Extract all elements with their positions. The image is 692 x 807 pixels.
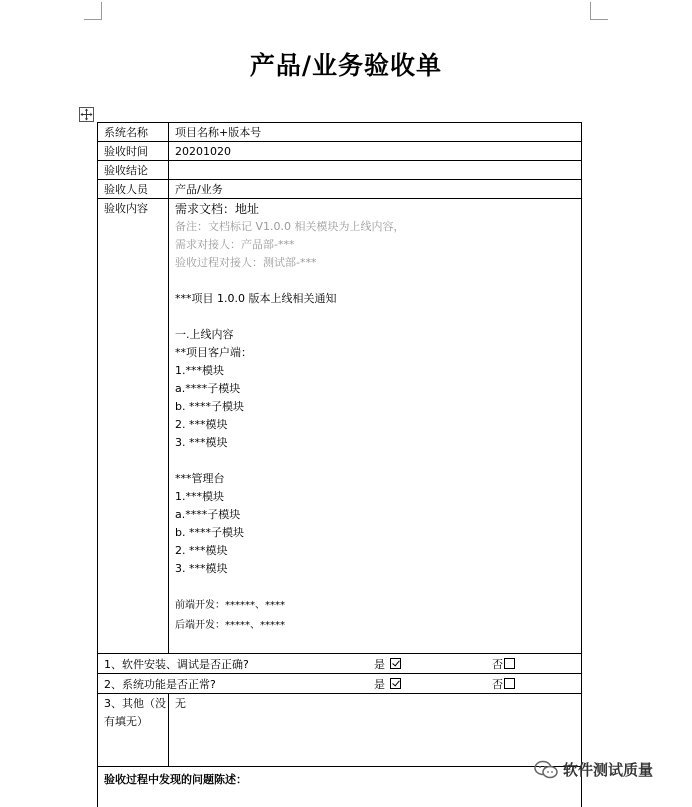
row-label: 验收时间 [98, 142, 169, 160]
yes-option[interactable] [374, 656, 401, 672]
list-item: 3. ***模块 [175, 562, 228, 575]
other-label: 3、其他（没有填无） [98, 694, 169, 766]
section-title: 一.上线内容 [175, 328, 234, 341]
other-row [98, 694, 581, 767]
no-option[interactable] [492, 676, 515, 692]
list-item: 3. ***模块 [175, 436, 228, 449]
table-row [98, 123, 581, 142]
yes-label: 是 [374, 657, 385, 671]
req-doc-line: 需求文档：地址 [175, 202, 260, 216]
no-label: 否 [492, 677, 503, 691]
test-contact-line: 验收过程对接人：测试部-*** [175, 256, 317, 269]
question-text: 1、软件安装、调试是否正确? [104, 657, 249, 671]
req-contact-line: 需求对接人：产品部-*** [175, 238, 295, 251]
table-row [98, 180, 581, 199]
watermark-text: 软件测试质量 [563, 761, 654, 779]
list-item: a.****子模块 [175, 382, 241, 395]
list-item: 1.***模块 [175, 364, 224, 377]
unchecked-box-icon[interactable] [504, 678, 515, 689]
other-value[interactable]: 无 [175, 697, 186, 710]
page-corner-mark-top-right [590, 2, 608, 20]
question-text: 2、系统功能是否正常? [104, 677, 216, 691]
unchecked-box-icon[interactable] [504, 658, 515, 669]
row-label: 验收结论 [98, 161, 169, 179]
backend-line: 后端开发：*****、***** [175, 620, 285, 631]
client-title: **项目客户端： [175, 346, 252, 359]
document-title: 产品/业务验收单 [249, 51, 443, 80]
list-item: a.****子模块 [175, 508, 241, 521]
watermark [533, 759, 653, 780]
row-label: 系统名称 [98, 123, 169, 141]
list-item: 2. ***模块 [175, 544, 228, 557]
wechat-icon [533, 760, 559, 780]
row-value[interactable]: 项目名称+版本号 [175, 126, 262, 139]
table-move-handle-icon[interactable] [79, 107, 94, 122]
checked-box-icon[interactable] [390, 658, 401, 669]
acceptance-table [97, 122, 582, 807]
yes-label: 是 [374, 677, 385, 691]
yes-option[interactable] [374, 676, 401, 692]
content-label: 验收内容 [98, 199, 169, 653]
content-row [98, 199, 581, 654]
no-label: 否 [492, 657, 503, 671]
note-line: 备注：文档标记 V1.0.0 相关模块为上线内容， [175, 220, 405, 233]
checked-box-icon[interactable] [390, 678, 401, 689]
admin-title: ***管理台 [175, 472, 225, 485]
row-value[interactable]: 20201020 [175, 145, 231, 158]
row-label: 验收人员 [98, 180, 169, 198]
list-item: 1.***模块 [175, 490, 224, 503]
notice-title: ***项目 1.0.0 版本上线相关通知 [175, 292, 337, 305]
no-option[interactable] [492, 656, 515, 672]
list-item: 2. ***模块 [175, 418, 228, 431]
issues-label: 验收过程中发现的问题陈述： [104, 773, 247, 786]
frontend-line: 前端开发：******、**** [175, 600, 285, 611]
table-row [98, 142, 581, 161]
question-row [98, 674, 581, 694]
list-item: b. ****子模块 [175, 526, 244, 539]
page-corner-mark-top-left [84, 2, 102, 20]
row-value[interactable]: 产品/业务 [175, 183, 223, 196]
list-item: b. ****子模块 [175, 400, 244, 413]
row-value[interactable] [169, 161, 581, 179]
question-row [98, 654, 581, 674]
content-body[interactable] [169, 199, 581, 653]
table-row [98, 161, 581, 180]
